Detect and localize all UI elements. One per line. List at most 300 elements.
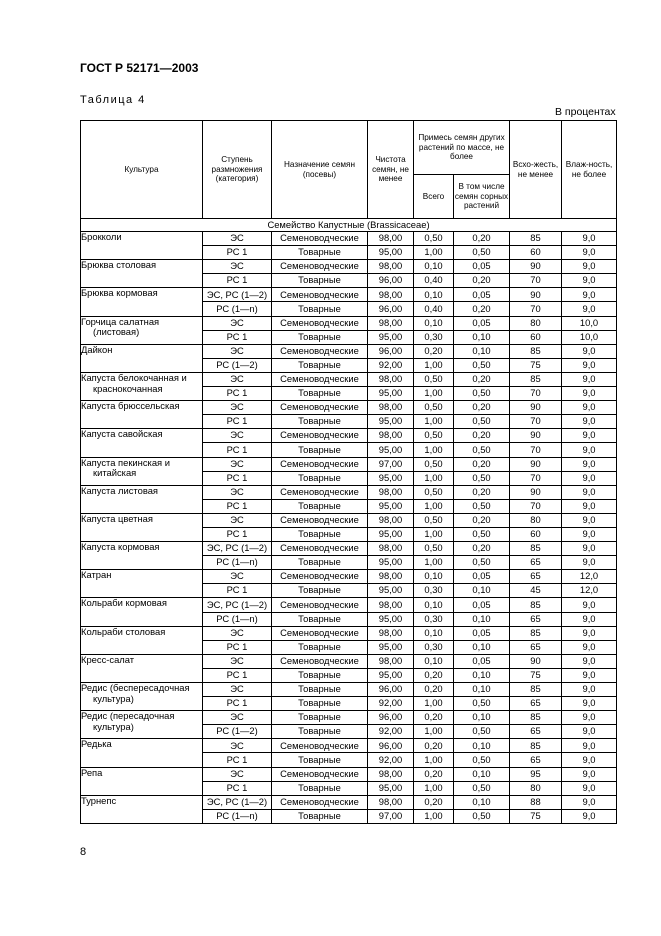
impurity-weeds-cell: 0,50 xyxy=(454,443,510,457)
stage-cell: ЭС xyxy=(203,344,272,358)
culture-name: Репа xyxy=(81,766,103,778)
units-note: В процентах xyxy=(555,106,616,118)
impurity-total-cell: 0,50 xyxy=(414,457,454,471)
impurity-weeds-cell: 0,10 xyxy=(454,330,510,344)
culture-cell xyxy=(81,372,203,400)
table-row xyxy=(81,626,617,640)
impurity-weeds-cell: 0,10 xyxy=(454,711,510,725)
culture-cell xyxy=(81,485,203,513)
purpose-cell: Товарные xyxy=(272,246,368,260)
culture-name: Брюква кормовая xyxy=(81,287,158,299)
stage-cell: ЭС xyxy=(203,570,272,584)
moisture-cell: 9,0 xyxy=(562,344,617,358)
moisture-cell: 9,0 xyxy=(562,401,617,415)
purity-cell: 95,00 xyxy=(368,781,414,795)
culture-cell xyxy=(81,260,203,288)
purity-cell: 95,00 xyxy=(368,387,414,401)
germination-cell: 65 xyxy=(510,753,562,767)
impurity-total-cell: 0,40 xyxy=(414,274,454,288)
moisture-cell: 9,0 xyxy=(562,739,617,753)
purpose-cell: Семеноводческие xyxy=(272,767,368,781)
moisture-cell: 9,0 xyxy=(562,415,617,429)
family-label: Семейство Капустные (Brassicaceae) xyxy=(81,219,617,232)
germination-cell: 70 xyxy=(510,443,562,457)
col-header-moisture: Влаж-ность, не более xyxy=(562,121,617,219)
germination-cell: 85 xyxy=(510,683,562,697)
impurity-weeds-cell: 0,05 xyxy=(454,288,510,302)
stage-cell: ЭС, РС (1—2) xyxy=(203,795,272,809)
impurity-total-cell: 0,10 xyxy=(414,570,454,584)
purity-cell: 98,00 xyxy=(368,654,414,668)
impurity-total-cell: 0,30 xyxy=(414,330,454,344)
table-row xyxy=(81,767,617,781)
purity-cell: 95,00 xyxy=(368,527,414,541)
impurity-total-cell: 0,20 xyxy=(414,795,454,809)
purpose-cell: Товарные xyxy=(272,584,368,598)
stage-cell: ЭС xyxy=(203,457,272,471)
germination-cell: 60 xyxy=(510,330,562,344)
impurity-total-cell: 1,00 xyxy=(414,443,454,457)
moisture-cell: 9,0 xyxy=(562,246,617,260)
moisture-cell: 9,0 xyxy=(562,668,617,682)
impurity-total-cell: 1,00 xyxy=(414,527,454,541)
impurity-total-cell: 0,30 xyxy=(414,640,454,654)
impurity-weeds-cell: 0,10 xyxy=(454,683,510,697)
impurity-total-cell: 0,50 xyxy=(414,232,454,246)
stage-cell: РС 1 xyxy=(203,697,272,711)
stage-cell: РС 1 xyxy=(203,443,272,457)
purpose-cell: Семеноводческие xyxy=(272,316,368,330)
culture-name: Дайкон xyxy=(81,343,113,355)
impurity-total-cell: 1,00 xyxy=(414,809,454,823)
impurity-weeds-cell: 0,20 xyxy=(454,401,510,415)
stage-cell: РС (1—n) xyxy=(203,612,272,626)
impurity-total-cell: 1,00 xyxy=(414,387,454,401)
purpose-cell: Семеноводческие xyxy=(272,485,368,499)
germination-cell: 70 xyxy=(510,471,562,485)
germination-cell: 70 xyxy=(510,387,562,401)
impurity-total-cell: 1,00 xyxy=(414,499,454,513)
germination-cell: 90 xyxy=(510,288,562,302)
table-row xyxy=(81,485,617,499)
culture-name: Катран xyxy=(81,569,112,581)
impurity-weeds-cell: 0,50 xyxy=(454,387,510,401)
purity-cell: 95,00 xyxy=(368,471,414,485)
germination-cell: 65 xyxy=(510,640,562,654)
moisture-cell: 9,0 xyxy=(562,513,617,527)
moisture-cell: 9,0 xyxy=(562,683,617,697)
stage-cell: РС (1—2) xyxy=(203,358,272,372)
impurity-weeds-cell: 0,10 xyxy=(454,668,510,682)
purity-cell: 95,00 xyxy=(368,640,414,654)
col-header-culture: Культура xyxy=(81,121,203,219)
germination-cell: 85 xyxy=(510,739,562,753)
table-row xyxy=(81,795,617,809)
table-row xyxy=(81,232,617,246)
impurity-total-cell: 1,00 xyxy=(414,725,454,739)
purpose-cell: Товарные xyxy=(272,697,368,711)
moisture-cell: 9,0 xyxy=(562,302,617,316)
culture-name: Редис (беспересадочная культура) xyxy=(81,682,190,704)
stage-cell: ЭС xyxy=(203,711,272,725)
purity-cell: 98,00 xyxy=(368,513,414,527)
table-row xyxy=(81,739,617,753)
moisture-cell: 9,0 xyxy=(562,499,617,513)
purpose-cell: Товарные xyxy=(272,612,368,626)
table-row xyxy=(81,598,617,612)
purpose-cell: Семеноводческие xyxy=(272,232,368,246)
purpose-cell: Семеноводческие xyxy=(272,626,368,640)
purity-cell: 96,00 xyxy=(368,302,414,316)
impurity-weeds-cell: 0,20 xyxy=(454,429,510,443)
purity-cell: 95,00 xyxy=(368,415,414,429)
purpose-cell: Товарные xyxy=(272,753,368,767)
impurity-total-cell: 0,30 xyxy=(414,584,454,598)
purity-cell: 98,00 xyxy=(368,570,414,584)
purpose-cell: Товарные xyxy=(272,640,368,654)
germination-cell: 88 xyxy=(510,795,562,809)
moisture-cell: 10,0 xyxy=(562,330,617,344)
culture-cell xyxy=(81,795,203,823)
culture-cell xyxy=(81,429,203,457)
germination-cell: 90 xyxy=(510,401,562,415)
culture-cell xyxy=(81,542,203,570)
impurity-total-cell: 0,20 xyxy=(414,739,454,753)
culture-cell xyxy=(81,598,203,626)
germination-cell: 65 xyxy=(510,612,562,626)
seed-quality-table xyxy=(80,120,617,824)
purity-cell: 95,00 xyxy=(368,584,414,598)
purity-cell: 92,00 xyxy=(368,697,414,711)
culture-cell xyxy=(81,767,203,795)
culture-cell xyxy=(81,457,203,485)
moisture-cell: 9,0 xyxy=(562,640,617,654)
impurity-weeds-cell: 0,05 xyxy=(454,598,510,612)
stage-cell: РС 1 xyxy=(203,640,272,654)
impurity-total-cell: 1,00 xyxy=(414,471,454,485)
purpose-cell: Товарные xyxy=(272,302,368,316)
impurity-total-cell: 0,10 xyxy=(414,260,454,274)
stage-cell: ЭС xyxy=(203,429,272,443)
table-label: Таблица 4 xyxy=(80,94,146,106)
culture-name: Редька xyxy=(81,738,112,750)
page-number: 8 xyxy=(80,846,87,858)
stage-cell: ЭС xyxy=(203,316,272,330)
stage-cell: ЭС xyxy=(203,485,272,499)
moisture-cell: 9,0 xyxy=(562,471,617,485)
moisture-cell: 9,0 xyxy=(562,725,617,739)
germination-cell: 90 xyxy=(510,260,562,274)
table-row xyxy=(81,654,617,668)
germination-cell: 85 xyxy=(510,372,562,386)
germination-cell: 75 xyxy=(510,809,562,823)
impurity-total-cell: 0,20 xyxy=(414,344,454,358)
germination-cell: 60 xyxy=(510,527,562,541)
germination-cell: 85 xyxy=(510,711,562,725)
purity-cell: 92,00 xyxy=(368,753,414,767)
stage-cell: РС 1 xyxy=(203,499,272,513)
moisture-cell: 9,0 xyxy=(562,612,617,626)
impurity-weeds-cell: 0,20 xyxy=(454,302,510,316)
stage-cell: РС (1—n) xyxy=(203,302,272,316)
germination-cell: 85 xyxy=(510,542,562,556)
moisture-cell: 9,0 xyxy=(562,372,617,386)
moisture-cell: 9,0 xyxy=(562,795,617,809)
purity-cell: 95,00 xyxy=(368,443,414,457)
germination-cell: 80 xyxy=(510,316,562,330)
table-row xyxy=(81,288,617,302)
impurity-total-cell: 1,00 xyxy=(414,697,454,711)
culture-cell xyxy=(81,344,203,372)
impurity-weeds-cell: 0,10 xyxy=(454,739,510,753)
stage-cell: ЭС xyxy=(203,401,272,415)
culture-cell xyxy=(81,401,203,429)
impurity-total-cell: 0,50 xyxy=(414,401,454,415)
purpose-cell: Семеноводческие xyxy=(272,598,368,612)
impurity-weeds-cell: 0,10 xyxy=(454,795,510,809)
purity-cell: 95,00 xyxy=(368,330,414,344)
germination-cell: 70 xyxy=(510,415,562,429)
table-row xyxy=(81,683,617,697)
table-row xyxy=(81,401,617,415)
table-row xyxy=(81,260,617,274)
stage-cell: РС 1 xyxy=(203,753,272,767)
stage-cell: ЭС xyxy=(203,654,272,668)
stage-cell: РС 1 xyxy=(203,781,272,795)
purity-cell: 95,00 xyxy=(368,556,414,570)
impurity-weeds-cell: 0,50 xyxy=(454,725,510,739)
stage-cell: РС 1 xyxy=(203,415,272,429)
germination-cell: 85 xyxy=(510,598,562,612)
moisture-cell: 9,0 xyxy=(562,260,617,274)
germination-cell: 65 xyxy=(510,570,562,584)
purity-cell: 95,00 xyxy=(368,612,414,626)
stage-cell: РС 1 xyxy=(203,668,272,682)
impurity-total-cell: 0,30 xyxy=(414,612,454,626)
moisture-cell: 9,0 xyxy=(562,753,617,767)
purpose-cell: Семеноводческие xyxy=(272,288,368,302)
germination-cell: 80 xyxy=(510,513,562,527)
impurity-weeds-cell: 0,50 xyxy=(454,527,510,541)
germination-cell: 90 xyxy=(510,654,562,668)
culture-name: Капуста кормовая xyxy=(81,541,160,553)
stage-cell: ЭС xyxy=(203,739,272,753)
stage-cell: РС 1 xyxy=(203,274,272,288)
culture-cell xyxy=(81,626,203,654)
purpose-cell: Семеноводческие xyxy=(272,401,368,415)
purity-cell: 98,00 xyxy=(368,372,414,386)
table-row xyxy=(81,570,617,584)
impurity-weeds-cell: 0,50 xyxy=(454,358,510,372)
impurity-weeds-cell: 0,05 xyxy=(454,654,510,668)
culture-cell xyxy=(81,683,203,711)
purity-cell: 98,00 xyxy=(368,767,414,781)
impurity-weeds-cell: 0,20 xyxy=(454,274,510,288)
impurity-weeds-cell: 0,50 xyxy=(454,246,510,260)
purity-cell: 95,00 xyxy=(368,499,414,513)
impurity-total-cell: 0,40 xyxy=(414,302,454,316)
purpose-cell: Семеноводческие xyxy=(272,457,368,471)
culture-name: Брюква столовая xyxy=(81,259,157,271)
purpose-cell: Товарные xyxy=(272,711,368,725)
impurity-total-cell: 0,20 xyxy=(414,668,454,682)
impurity-total-cell: 0,10 xyxy=(414,316,454,330)
moisture-cell: 9,0 xyxy=(562,809,617,823)
impurity-total-cell: 0,50 xyxy=(414,542,454,556)
germination-cell: 95 xyxy=(510,767,562,781)
impurity-total-cell: 1,00 xyxy=(414,781,454,795)
impurity-weeds-cell: 0,20 xyxy=(454,232,510,246)
germination-cell: 65 xyxy=(510,697,562,711)
culture-name: Капуста цветная xyxy=(81,512,153,524)
stage-cell: РС (1—n) xyxy=(203,556,272,570)
impurity-total-cell: 0,10 xyxy=(414,598,454,612)
table-row xyxy=(81,372,617,386)
purity-cell: 98,00 xyxy=(368,429,414,443)
impurity-weeds-cell: 0,20 xyxy=(454,457,510,471)
culture-name: Горчица салатная (листовая) xyxy=(81,315,160,338)
impurity-weeds-cell: 0,50 xyxy=(454,499,510,513)
purpose-cell: Товарные xyxy=(272,527,368,541)
impurity-weeds-cell: 0,05 xyxy=(454,260,510,274)
moisture-cell: 9,0 xyxy=(562,443,617,457)
moisture-cell: 9,0 xyxy=(562,358,617,372)
col-header-stage: Ступень размножения (категория) xyxy=(203,121,272,219)
stage-cell: ЭС, РС (1—2) xyxy=(203,542,272,556)
impurity-weeds-cell: 0,50 xyxy=(454,556,510,570)
impurity-weeds-cell: 0,50 xyxy=(454,753,510,767)
culture-name: Кольраби кормовая xyxy=(81,597,167,609)
stage-cell: РС 1 xyxy=(203,584,272,598)
purpose-cell: Товарные xyxy=(272,415,368,429)
purity-cell: 97,00 xyxy=(368,457,414,471)
purity-cell: 97,00 xyxy=(368,809,414,823)
moisture-cell: 12,0 xyxy=(562,570,617,584)
purity-cell: 98,00 xyxy=(368,485,414,499)
impurity-weeds-cell: 0,50 xyxy=(454,781,510,795)
impurity-total-cell: 0,10 xyxy=(414,288,454,302)
germination-cell: 75 xyxy=(510,358,562,372)
impurity-total-cell: 0,50 xyxy=(414,485,454,499)
table-row xyxy=(81,429,617,443)
impurity-weeds-cell: 0,10 xyxy=(454,584,510,598)
culture-name: Капуста белокочанная и краснокочанная xyxy=(81,371,187,394)
culture-cell xyxy=(81,570,203,598)
stage-cell: РС 1 xyxy=(203,387,272,401)
purpose-cell: Семеноводческие xyxy=(272,513,368,527)
col-header-impurity-total: Всего xyxy=(414,175,454,219)
culture-name: Капуста брюссельская xyxy=(81,400,180,412)
impurity-weeds-cell: 0,20 xyxy=(454,485,510,499)
germination-cell: 65 xyxy=(510,725,562,739)
purpose-cell: Товарные xyxy=(272,668,368,682)
table-row xyxy=(81,711,617,725)
impurity-total-cell: 1,00 xyxy=(414,246,454,260)
purpose-cell: Семеноводческие xyxy=(272,429,368,443)
stage-cell: РС 1 xyxy=(203,330,272,344)
purpose-cell: Товарные xyxy=(272,274,368,288)
moisture-cell: 9,0 xyxy=(562,654,617,668)
stage-cell: ЭС xyxy=(203,372,272,386)
purpose-cell: Семеноводческие xyxy=(272,739,368,753)
moisture-cell: 9,0 xyxy=(562,626,617,640)
moisture-cell: 9,0 xyxy=(562,697,617,711)
purity-cell: 98,00 xyxy=(368,316,414,330)
stage-cell: ЭС xyxy=(203,232,272,246)
impurity-weeds-cell: 0,50 xyxy=(454,471,510,485)
purity-cell: 92,00 xyxy=(368,358,414,372)
culture-name: Капуста листовая xyxy=(81,484,158,496)
table-row xyxy=(81,316,617,330)
stage-cell: ЭС xyxy=(203,767,272,781)
moisture-cell: 9,0 xyxy=(562,556,617,570)
purity-cell: 96,00 xyxy=(368,739,414,753)
germination-cell: 90 xyxy=(510,485,562,499)
impurity-weeds-cell: 0,20 xyxy=(454,542,510,556)
col-header-impurity-weeds: В том числе семян сорных растений xyxy=(454,175,510,219)
family-row xyxy=(81,219,617,232)
purpose-cell: Семеноводческие xyxy=(272,344,368,358)
purpose-cell: Товарные xyxy=(272,330,368,344)
col-header-purpose: Назначение семян (посевы) xyxy=(272,121,368,219)
purpose-cell: Товарные xyxy=(272,809,368,823)
purpose-cell: Товарные xyxy=(272,556,368,570)
stage-cell: РС 1 xyxy=(203,527,272,541)
purpose-cell: Товарные xyxy=(272,781,368,795)
purity-cell: 92,00 xyxy=(368,725,414,739)
moisture-cell: 9,0 xyxy=(562,457,617,471)
impurity-total-cell: 1,00 xyxy=(414,753,454,767)
purpose-cell: Товарные xyxy=(272,387,368,401)
impurity-total-cell: 1,00 xyxy=(414,415,454,429)
impurity-weeds-cell: 0,20 xyxy=(454,372,510,386)
purpose-cell: Семеноводческие xyxy=(272,372,368,386)
stage-cell: РС 1 xyxy=(203,246,272,260)
germination-cell: 85 xyxy=(510,626,562,640)
purity-cell: 98,00 xyxy=(368,598,414,612)
purpose-cell: Семеноводческие xyxy=(272,570,368,584)
col-header-impurity-group: Примесь семян других растений по массе, не более xyxy=(414,121,510,175)
culture-name: Капуста савойская xyxy=(81,428,163,440)
impurity-total-cell: 0,10 xyxy=(414,654,454,668)
document-header: ГОСТ Р 52171—2003 xyxy=(80,61,199,75)
purpose-cell: Товарные xyxy=(272,443,368,457)
germination-cell: 70 xyxy=(510,302,562,316)
purity-cell: 96,00 xyxy=(368,683,414,697)
purity-cell: 96,00 xyxy=(368,274,414,288)
purpose-cell: Семеноводческие xyxy=(272,260,368,274)
col-header-purity: Чистота семян, не менее xyxy=(368,121,414,219)
table-row xyxy=(81,457,617,471)
germination-cell: 60 xyxy=(510,246,562,260)
germination-cell: 80 xyxy=(510,781,562,795)
impurity-weeds-cell: 0,50 xyxy=(454,809,510,823)
moisture-cell: 9,0 xyxy=(562,232,617,246)
impurity-total-cell: 0,10 xyxy=(414,626,454,640)
purity-cell: 95,00 xyxy=(368,246,414,260)
germination-cell: 75 xyxy=(510,668,562,682)
purity-cell: 96,00 xyxy=(368,344,414,358)
col-header-germination: Всхо-жесть, не менее xyxy=(510,121,562,219)
purity-cell: 98,00 xyxy=(368,626,414,640)
germination-cell: 85 xyxy=(510,344,562,358)
impurity-weeds-cell: 0,10 xyxy=(454,612,510,626)
purpose-cell: Товарные xyxy=(272,683,368,697)
culture-cell xyxy=(81,232,203,260)
stage-cell: ЭС xyxy=(203,260,272,274)
impurity-weeds-cell: 0,10 xyxy=(454,344,510,358)
moisture-cell: 9,0 xyxy=(562,274,617,288)
